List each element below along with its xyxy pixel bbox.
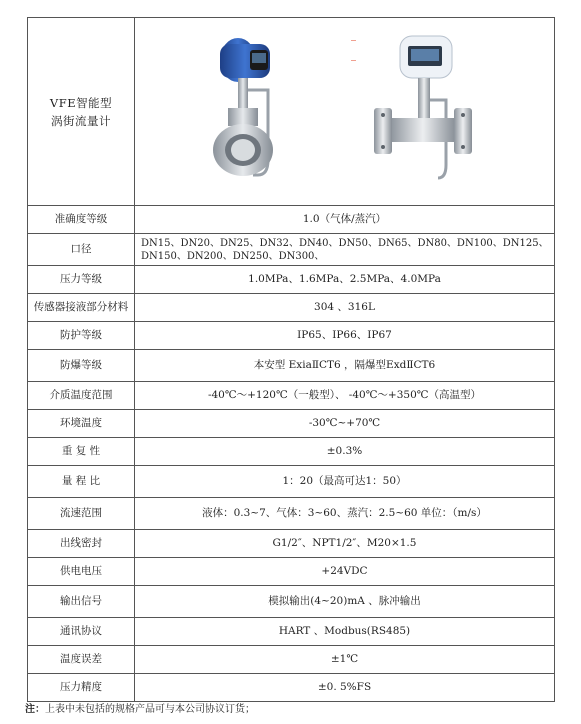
spec-value: HART 、Modbus(RS485) (135, 618, 555, 646)
spec-label: 重 复 性 (28, 438, 135, 466)
spec-label: 压力等级 (28, 266, 135, 294)
product-row (28, 18, 555, 206)
spec-label: 温度误差 (28, 646, 135, 674)
spec-row (28, 530, 555, 558)
spec-row (28, 618, 555, 646)
spec-label: 通讯协议 (28, 618, 135, 646)
product-title-line1: VFE智能型 (49, 95, 113, 110)
decor-mark (351, 60, 356, 61)
product-title (28, 18, 135, 206)
spec-value: -30℃~+70℃ (135, 410, 555, 438)
spec-label: 压力精度 (28, 674, 135, 702)
spec-row (28, 410, 555, 438)
spec-row (28, 498, 555, 530)
spec-table (27, 17, 555, 702)
spec-value: 1：20（最高可达1：50） (135, 466, 555, 498)
footnote-text: 上表中未包括的规格产品可与本公司协议订货； (45, 704, 255, 715)
spec-row (28, 558, 555, 586)
spec-label: 传感器接液部分材料 (28, 294, 135, 322)
spec-label: 口径 (28, 234, 135, 266)
spec-value: -40℃～+120℃（一般型）、 -40℃～+350℃（高温型） (135, 382, 555, 410)
spec-label: 供电电压 (28, 558, 135, 586)
spec-label: 防护等级 (28, 322, 135, 350)
spec-row (28, 466, 555, 498)
spec-row (28, 382, 555, 410)
product-images (135, 18, 555, 206)
spec-label: 准确度等级 (28, 206, 135, 234)
spec-value: 本安型 ExiaⅡCT6 ，隔爆型ExdⅡCT6 (135, 350, 555, 382)
spec-value: 1.0MPa、1.6MPa、2.5MPa、4.0MPa (135, 266, 555, 294)
spec-label: 流速范围 (28, 498, 135, 530)
spec-label: 出线密封 (28, 530, 135, 558)
spec-value: IP65、IP66、IP67 (135, 322, 555, 350)
spec-value: 液体：0.3~7、气体：3~60、蒸汽：2.5~60 单位：（m/s） (135, 498, 555, 530)
spec-row (28, 586, 555, 618)
spec-value: DN15、DN20、DN25、DN32、DN40、DN50、DN65、DN80、DN100、DN125、DN150、DN200、DN250、DN300、 (135, 234, 555, 266)
spec-row (28, 294, 555, 322)
footnote-prefix: 注： (25, 704, 45, 715)
spec-row (28, 350, 555, 382)
spec-row (28, 674, 555, 702)
spec-row (28, 266, 555, 294)
spec-row (28, 322, 555, 350)
spec-row (28, 438, 555, 466)
spec-label: 环境温度 (28, 410, 135, 438)
spec-label: 介质温度范围 (28, 382, 135, 410)
spec-value: 1.0（气体/蒸汽） (135, 206, 555, 234)
product-title-line2: 涡街流量计 (51, 113, 111, 128)
spec-value: ±0. 5%FS (135, 674, 555, 702)
spec-label: 防爆等级 (28, 350, 135, 382)
vortex-flowmeter-image-right (368, 30, 478, 190)
vortex-flowmeter-image-left (198, 30, 318, 190)
spec-value: G1/2″、NPT1/2″、M20×1.5 (135, 530, 555, 558)
spec-label: 量 程 比 (28, 466, 135, 498)
spec-row (28, 206, 555, 234)
spec-value: ±0.3% (135, 438, 555, 466)
footnote (25, 704, 255, 716)
spec-row (28, 646, 555, 674)
spec-value: ±1℃ (135, 646, 555, 674)
spec-label: 输出信号 (28, 586, 135, 618)
spec-value: 模拟输出(4~20)mA 、脉冲输出 (135, 586, 555, 618)
spec-value: 304 、316L (135, 294, 555, 322)
decor-mark (351, 40, 356, 41)
spec-row (28, 234, 555, 266)
spec-value: +24VDC (135, 558, 555, 586)
